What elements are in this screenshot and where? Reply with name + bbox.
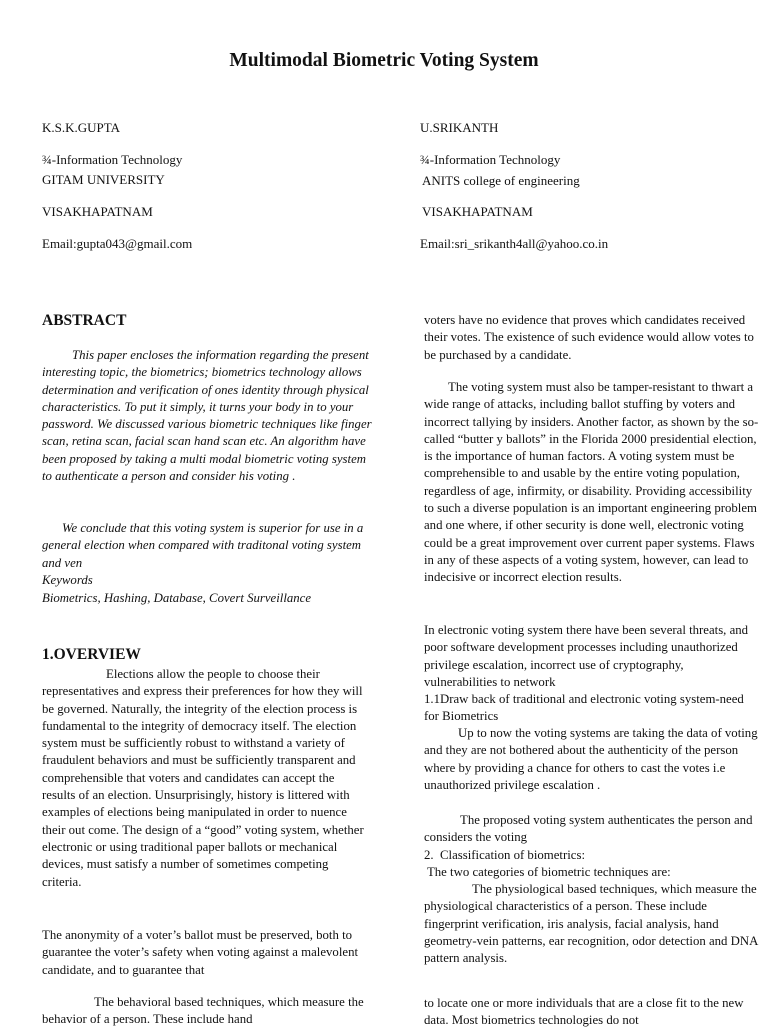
right-paragraph-8: The two categories of biometric techniques are: (424, 865, 671, 879)
section-1-1-heading: 1.1Draw back of traditional and electronic voting system-need for Biometrics (424, 692, 744, 724)
author2-org: ANITS college of engineering (422, 173, 580, 188)
author1-name: K.S.K.GUPTA (42, 120, 121, 135)
author1-dept: ¾-Information Technology (42, 152, 183, 167)
abstract-conclusion: We conclude that this voting system is superior for use in a general election when compared with traditonal voting system and ven (42, 521, 364, 570)
author1-email: Email:gupta043@gmail.com (42, 236, 193, 251)
keywords-list: Biometrics, Hashing, Database, Covert Surveillance (42, 591, 312, 605)
keywords-label: Keywords (42, 573, 93, 587)
overview-heading: 1.OVERVIEW (42, 646, 141, 663)
author2-email: Email:sri_srikanth4all@yahoo.co.in (420, 236, 609, 251)
right-paragraph-5: Up to now the voting systems are taking the data of voting and they are not bothered about the authenticity of the person where by providing a chance for others to cast the votes i.e unauthorized privilege escalation . (424, 726, 758, 792)
abstract-paragraph: This paper encloses the information regarding the present interesting topic, the biometrics; biometrics technology allows determination and verification of ones identity through physical characteristics. To put it simply, it turns your body in to your password. We discussed various biometric techniques like finger scan, retina scan, facial scan hand scan etc. An algorithm have been proposed by taking a multi modal biometric voting system to authenticate a person and consider his voting . (42, 348, 372, 484)
author1-city: VISAKHAPATNAM (42, 204, 153, 219)
paper-title: Multimodal Biometric Voting System (229, 50, 539, 71)
author2-dept: ¾-Information Technology (420, 152, 561, 167)
overview-paragraph-3: The behavioral based techniques, which measure the behavior of a person. These include hand (42, 995, 364, 1027)
abstract-heading: ABSTRACT (42, 312, 127, 329)
author2-city: VISAKHAPATNAM (422, 204, 533, 219)
right-paragraph-1: voters have no evidence that proves which candidates received their votes. The existence of such evidence would allow votes to be purchased by a candidate. (424, 313, 754, 362)
right-paragraph-9: The physiological based techniques, which measure the physiological characteristics of a person. These include fingerprint verification, iris analysis, facial analysis, hand geometry-vein patterns, ear recognition, odor detection and DNA pattern analysis. (424, 882, 758, 966)
section-2-heading: 2. Classification of biometrics: (424, 848, 585, 862)
author2-name: U.SRIKANTH (420, 120, 499, 135)
right-paragraph-10: to locate one or more individuals that are a close fit to the new data. Most biometrics technologies do not (424, 996, 744, 1028)
right-paragraph-6: The proposed voting system authenticates the person and considers the voting (424, 813, 753, 845)
right-paragraph-3: In electronic voting system there have been several threats, and poor software development processes including unauthorized privilege escalation, incorrect use of cryptography, vulnerabilities to network (424, 623, 749, 689)
overview-paragraph-1: Elections allow the people to choose their representatives and express their preferences for how they will be governed. Naturally, the integrity of the election process is fundamental to the integrity of democracy itself. The election system must be sufficiently robust to withstand a variety of fraudulent behaviors and must be sufficiently transparent and comprehensible that voters and candidates can accept the results of an election. Unsurprisingly, history is littered with examples of elections being manipulated in order to nuence their out come. The design of a “good” voting system, whether electronic or using traditional paper ballots or mechanical devices, must satisfy a number of sometimes competing criteria. (42, 667, 364, 889)
author1-org: GITAM UNIVERSITY (42, 172, 165, 187)
overview-paragraph-2: The anonymity of a voter’s ballot must be preserved, both to guarantee the voter’s safety when voting against a malevolent candidate, and to guarantee that (42, 928, 359, 977)
right-paragraph-2: The voting system must also be tamper-resistant to thwart a wide range of attacks, including ballot stuffing by voters and incorrect tallying by insiders. Another factor, as shown by the so-called “butter y ballots” in the Florida 2000 presidential election, is the importance of human factors. A voting system must be comprehensible to and usable by the entire voting population, regardless of age, infirmity, or disability. Providing accessibility to such a diverse population is an important engineering problem and one where, if other security is done well, electronic voting could be a great improvement over current paper systems. Flaws in any of these aspects of a voting system, however, can lead to indecisive or incorrect election results. (424, 380, 759, 585)
